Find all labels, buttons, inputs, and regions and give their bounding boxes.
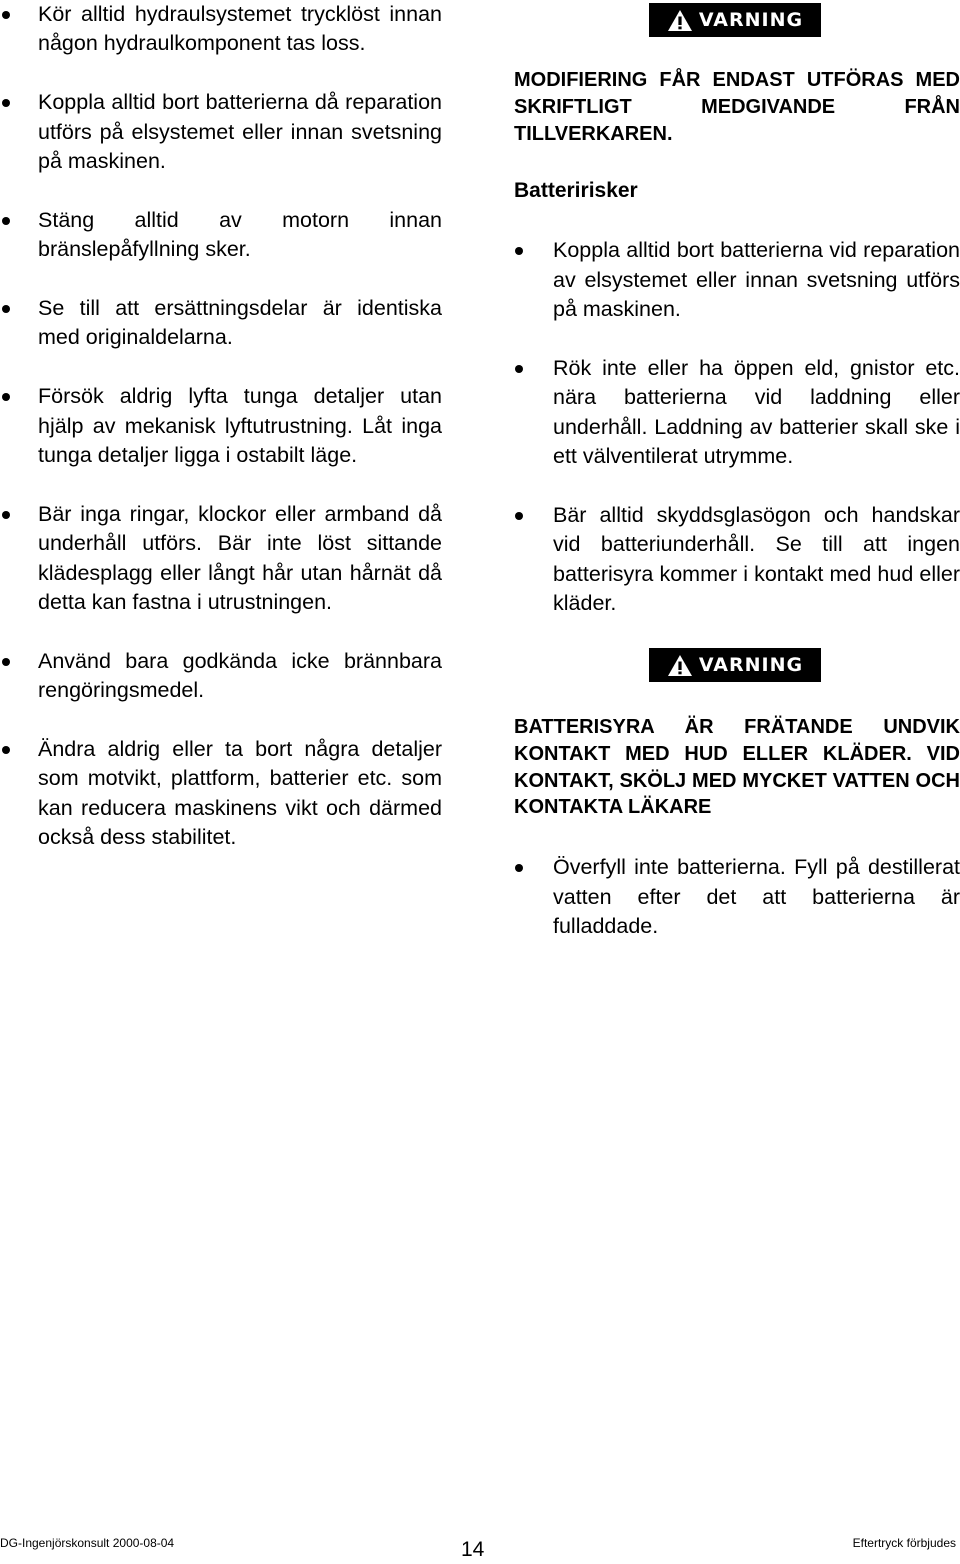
list-item-text: Stäng alltid av motorn innan bränslepåfyllning sker. xyxy=(38,207,442,262)
page-footer xyxy=(0,1530,960,1564)
left-column xyxy=(0,0,442,882)
list-item xyxy=(0,735,442,853)
modification-warning-text: MODIFIERING FÅR ENDAST UTFÖRAS MED SKRIFTLIGT MEDGIVANDE FRÅN TILLVERKAREN. xyxy=(514,69,960,145)
warning-label: VARNING xyxy=(698,9,804,31)
list-item-text: Koppla alltid bort batterierna då reparation utförs på elsystemet eller innan svetsning på maskinen. xyxy=(38,90,442,174)
list-item-text: Försök aldrig lyfta tunga detaljer utan hjälp av mekanisk lyftutrustning. Låt inga tunga detaljer ligga i ostabilt läge. xyxy=(38,384,442,468)
list-item-text: Använd bara godkända icke brännbara rengöringsmedel. xyxy=(38,648,442,703)
list-item xyxy=(514,236,960,324)
list-item xyxy=(0,0,442,59)
list-item xyxy=(0,206,442,265)
section-heading: Batteririsker xyxy=(514,179,638,203)
bullet-icon xyxy=(2,305,10,313)
list-item-text: Överfyll inte batterierna. Fyll på destillerat vatten efter det att batterierna är fulladdade. xyxy=(553,855,960,939)
bullet-icon xyxy=(2,217,10,225)
list-item-text: Se till att ersättningsdelar är identiska med originaldelarna. xyxy=(38,296,442,350)
bullet-icon xyxy=(2,11,10,19)
bullet-icon xyxy=(2,99,10,107)
bullet-icon xyxy=(515,864,523,872)
bullet-icon xyxy=(2,393,10,401)
safety-list xyxy=(0,0,442,853)
list-item xyxy=(514,354,960,472)
bullet-icon xyxy=(2,511,10,519)
bullet-icon xyxy=(515,365,523,373)
bullet-icon xyxy=(515,247,523,255)
list-item xyxy=(0,88,442,176)
list-item-text: Koppla alltid bort batterierna vid reparation av elsystemet eller innan svetsning utförs på maskinen. xyxy=(553,238,960,322)
list-item xyxy=(0,647,442,706)
bullet-icon xyxy=(2,746,10,754)
warning-icon xyxy=(667,9,693,32)
warning-icon xyxy=(667,654,693,677)
list-item xyxy=(0,294,442,353)
list-item-text: Rök inte eller ha öppen eld, gnistor etc. nära batterierna vid laddning eller underhåll. Laddning av batterier skall ske i ett välventilerat utrymme. xyxy=(553,356,960,469)
footer-company-date: DG-Ingenjörskonsult 2000-08-04 xyxy=(0,1536,175,1550)
bullet-icon xyxy=(515,512,523,520)
list-item-text: Kör alltid hydraulsystemet trycklöst innan någon hydraulkomponent tas loss. xyxy=(38,2,442,56)
list-item xyxy=(0,500,442,618)
list-item xyxy=(0,382,442,470)
warning-badge xyxy=(649,3,821,37)
page-number: 14 xyxy=(461,1538,485,1561)
list-item xyxy=(514,853,960,941)
bullet-icon xyxy=(2,658,10,666)
battery-fill-list xyxy=(514,853,960,941)
warning-badge xyxy=(649,648,821,682)
right-column xyxy=(514,3,960,971)
battery-risk-list xyxy=(514,236,960,618)
list-item-text: Ändra aldrig eller ta bort några detaljer som motvikt, plattform, batterier etc. som kan reducera maskinens vikt och därmed också dess stabilitet. xyxy=(38,737,442,850)
warning-label: VARNING xyxy=(698,654,804,677)
battery-acid-warning-text: BATTERISYRA ÄR FRÄTANDE UNDVIK KONTAKT MED HUD ELLER KLÄDER. VID KONTAKT, SKÖLJ MED MYCKET VATTEN OCH KONTAKTA LÄKARE xyxy=(514,716,960,819)
list-item-text: Bär alltid skyddsglasögon och handskar vid batteriunderhåll. Se till att ingen batterisyra kommer i kontakt med hud eller kläder. xyxy=(553,503,960,616)
list-item xyxy=(514,501,960,619)
list-item-text: Bär inga ringar, klockor eller armband då underhåll utförs. Bär inte löst sittande klädesplagg eller långt hår utan hårnät då detta kan fastna i utrustningen. xyxy=(38,501,442,615)
footer-copyright-note: Eftertryck förbjudes xyxy=(852,1536,956,1550)
